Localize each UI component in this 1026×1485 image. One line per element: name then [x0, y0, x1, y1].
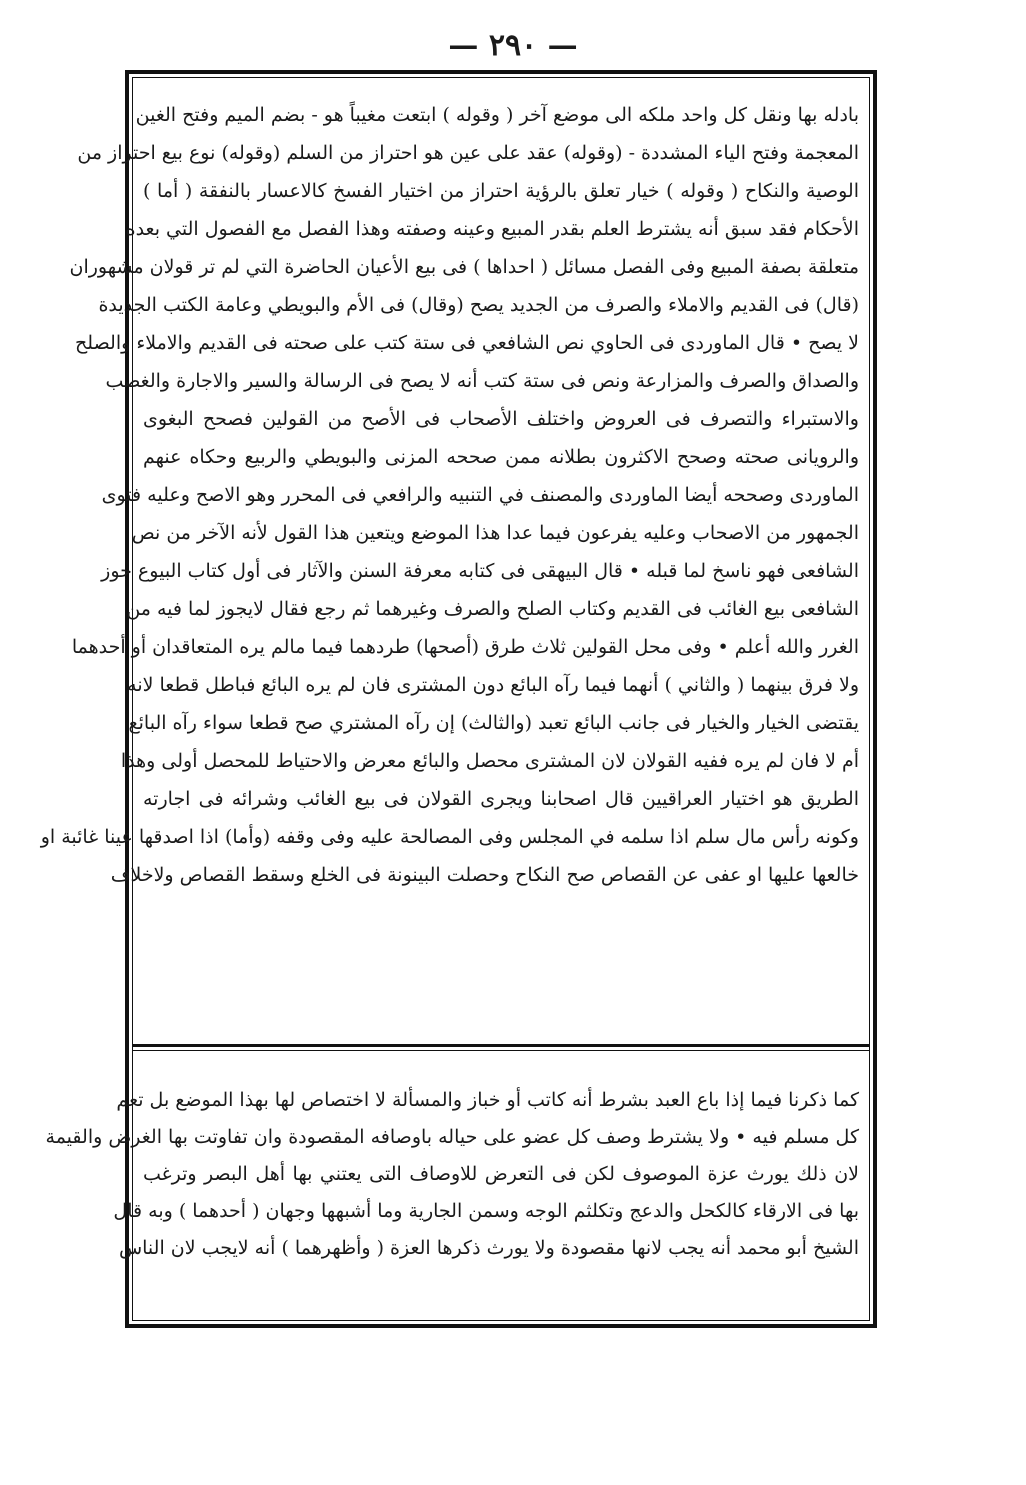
- main-line: ولا فرق بينهما ( والثاني ) أنهما فيما رآه البائع دون المشترى فان لم يره البائع فباطل قطعا لانه: [127, 674, 859, 696]
- footnote-line: كما ذكرنا فيما إذا باع العبد بشرط أنه كاتب أو خباز والمسألة لا اختصاص لها بهذا الموضع بل تعم: [116, 1089, 859, 1111]
- footnote-line: الشيخ أبو محمد أنه يجب لانها مقصودة ولا يورث ذكرها العزة ( وأظهرهما ) أنه لايجب لان الناس: [118, 1237, 859, 1259]
- main-line: لا يصح • قال الماوردى فى الحاوي نص الشافعي فى ستة كتب على صحته فى القديم والاملاء والصلح: [75, 332, 859, 354]
- main-line: (قال) فى القديم والاملاء والصرف من الجديد يصح (وقال) فى الأم والبويطي وعامة الكتب الجديدة: [98, 294, 859, 316]
- page-number: — ٢٩٠ —: [448, 28, 578, 63]
- footnote-block: [45, 1082, 860, 1267]
- main-line: الماوردى وصححه أيضا الماوردى والمصنف في التنبيه والرافعي فى المحرر وهو الاصح وعليه فتوى: [101, 484, 859, 506]
- main-line: الشافعى فهو ناسخ لما قبله • قال البيهقى فى كتابه معرفة السنن والآثار فى أول كتاب البيوع جوز: [101, 560, 859, 582]
- main-line: متعلقة بصفة المبيع وفى الفصل مسائل ( احداها ) فى بيع الأعيان الحاضرة التي لم تر قولان مشهوران: [69, 256, 859, 278]
- main-line: والصداق والصرف والمزارعة ونص فى ستة كتب أنه لا يصح فى الرسالة والسير والاجارة والغصب: [105, 370, 859, 392]
- main-line: وكونه رأس مال سلم اذا سلمه في المجلس وفى المصالحة عليه وفى وقفه (وأما) اذا اصدقها عينا غائبة او: [40, 826, 859, 848]
- footnote-line: لان ذلك يورث عزة الموصوف لكن فى التعرض للاوصاف التى يعتني بها أهل البصر وترغب: [143, 1163, 860, 1185]
- main-line: أم لا فان لم يره ففيه القولان لان المشترى محصل والبائع معرض والاحتياط للمحصل أولى وهذا: [120, 750, 859, 772]
- main-line: والرويانى صحته وصحح الاكثرون بطلانه ممن صححه المزنى والبويطي والربيع وحكاه عنهم: [143, 446, 859, 468]
- main-text-block: [40, 96, 859, 894]
- main-line: الوصية والنكاح ( وقوله ) خيار تعلق بالرؤية احتراز من اختيار الفسخ كالاعسار بالنفقة ( أما ): [143, 180, 859, 202]
- main-line: يقتضى الخيار والخيار فى جانب البائع تعبد (والثالث) إن رآه المشتري صح قطعا سواء رآه البائع: [128, 712, 859, 734]
- main-line: المعجمة وفتح الياء المشددة - (وقوله) عقد على عين هو احتراز من السلم (وقوله) نوع بيع احتراز من: [77, 142, 859, 164]
- main-line: خالعها عليها او عفى عن القصاص صح النكاح وحصلت البينونة فى الخلع وسقط القصاص ولاخلاف: [110, 864, 859, 886]
- footnote-line: كل مسلم فيه • ولا يشترط وصف كل عضو على حياله باوصافه المقصودة وان تفاوتت بها الغرض والقيمة: [45, 1126, 859, 1148]
- footnote-line: بها فى الارقاء كالكحل والدعج وتكلثم الوجه وسمن الجارية وما أشبهها وجهان ( أحدهما ) وبه قال: [113, 1200, 859, 1222]
- main-line: بادله بها ونقل كل واحد ملكه الى موضع آخر ( وقوله ) ابتعت مغيباً هو - بضم الميم وفتح الغين: [135, 104, 859, 126]
- main-line: الطريق هو اختيار العراقيين قال اصحابنا ويجرى القولان فى بيع الغائب وشرائه فى اجارته: [143, 788, 859, 810]
- footnote-divider: [132, 1044, 870, 1047]
- main-line: الجمهور من الاصحاب وعليه يفرعون فيما عدا هذا الموضع ويتعين هذا القول لأنه الآخر من نص: [131, 522, 859, 544]
- text-frame: [40, 70, 877, 1328]
- main-line: الشافعى بيع الغائب فى القديم وكتاب الصلح والصرف وغيرهما ثم رجع فقال لايجوز لما فيه من: [126, 598, 859, 620]
- main-line: الغرر والله أعلم • وفى محل القولين ثلاث طرق (أصحها) طردهما فيما مالم يره المتعاقدان أو أحدهما: [71, 636, 859, 658]
- main-line: الأحكام فقد سبق أنه يشترط العلم بقدر المبيع وعينه وصفته وهذا الفصل مع الفصول التي بعده: [125, 218, 859, 240]
- main-line: والاستبراء والتصرف فى العروض واختلف الأصحاب فى الأصح من القولين فصحح البغوى: [143, 408, 859, 430]
